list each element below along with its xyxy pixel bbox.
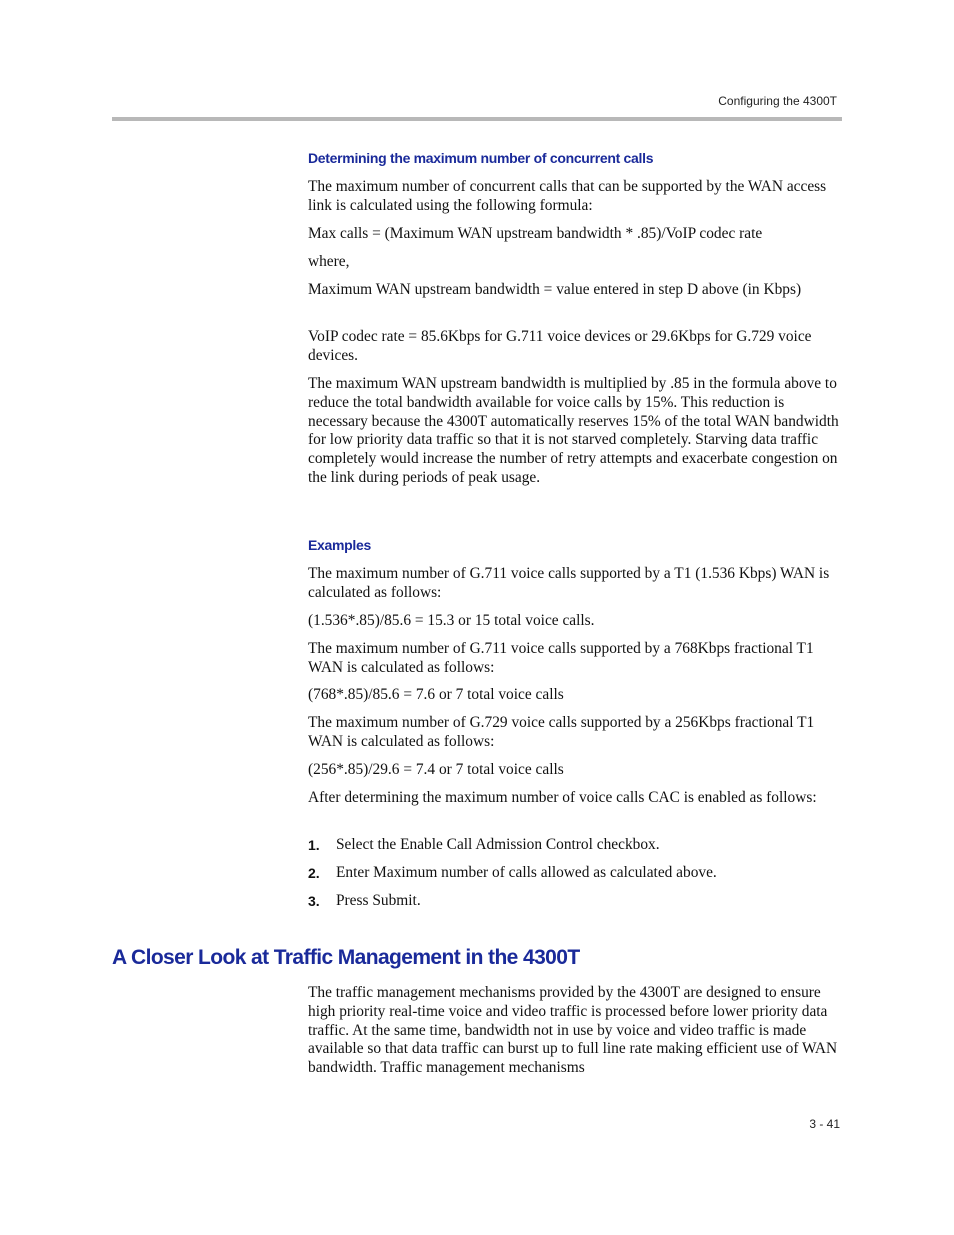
section-heading-concurrent-calls: Determining the maximum number of concurrent calls <box>308 150 654 166</box>
paragraph: Maximum WAN upstream bandwidth = value entered in step D above (in Kbps) <box>308 281 802 298</box>
step-text: Press Submit. <box>336 892 421 909</box>
step-text: Enter Maximum number of calls allowed as calculated above. <box>336 864 717 881</box>
step-number: 1. <box>308 837 320 853</box>
formula: (1.536*.85)/85.6 = 15.3 or 15 total voice calls. <box>308 612 595 629</box>
paragraph: After determining the maximum number of voice calls CAC is enabled as follows: <box>308 789 817 806</box>
section-heading-examples: Examples <box>308 537 371 553</box>
paragraph: VoIP codec rate = 85.6Kbps for G.711 voice devices or 29.6Kbps for G.729 voice devices. <box>308 328 812 364</box>
step-number: 2. <box>308 865 320 881</box>
section-heading-traffic-management: A Closer Look at Traffic Management in the 4300T <box>112 946 580 969</box>
step-number: 3. <box>308 893 320 909</box>
formula: (256*.85)/29.6 = 7.4 or 7 total voice calls <box>308 761 564 778</box>
paragraph: The maximum number of G.711 voice calls supported by a 768Kbps fractional T1 WAN is calculated as follows: <box>308 640 814 676</box>
paragraph: The maximum number of concurrent calls that can be supported by the WAN access link is calculated using the following formula: <box>308 178 827 214</box>
page-number: 3 - 41 <box>809 1117 840 1131</box>
paragraph: The maximum number of G.729 voice calls supported by a 256Kbps fractional T1 WAN is calculated as follows: <box>308 714 815 750</box>
formula: Max calls = (Maximum WAN upstream bandwidth * .85)/VoIP codec rate <box>308 225 763 242</box>
step-text: Select the Enable Call Admission Control checkbox. <box>336 836 660 853</box>
paragraph: where, <box>308 253 350 270</box>
paragraph: The maximum WAN upstream bandwidth is multiplied by .85 in the formula above to reduce the total bandwidth available for voice calls by 15%. This reduction is necessary because the 4300T automatically reserves 15% of the total WAN bandwidth for low priority data traffic so that it is not starved completely. Starving data traffic completely would increase the number of retry attempts and exacerbate congestion on the link during periods of peak usage. <box>308 375 839 486</box>
header-rule <box>112 117 842 121</box>
formula: (768*.85)/85.6 = 7.6 or 7 total voice calls <box>308 686 564 703</box>
running-header: Configuring the 4300T <box>718 94 837 108</box>
paragraph: The traffic management mechanisms provided by the 4300T are designed to ensure high priority real-time voice and video traffic is processed before lower priority data traffic. At the same time, bandwidth not in use by voice and video traffic is made available so that data traffic can burst up to full line rate making efficient use of WAN bandwidth. Traffic management mechanisms <box>308 984 838 1077</box>
paragraph: The maximum number of G.711 voice calls supported by a T1 (1.536 Kbps) WAN is calculated as follows: <box>308 565 830 601</box>
